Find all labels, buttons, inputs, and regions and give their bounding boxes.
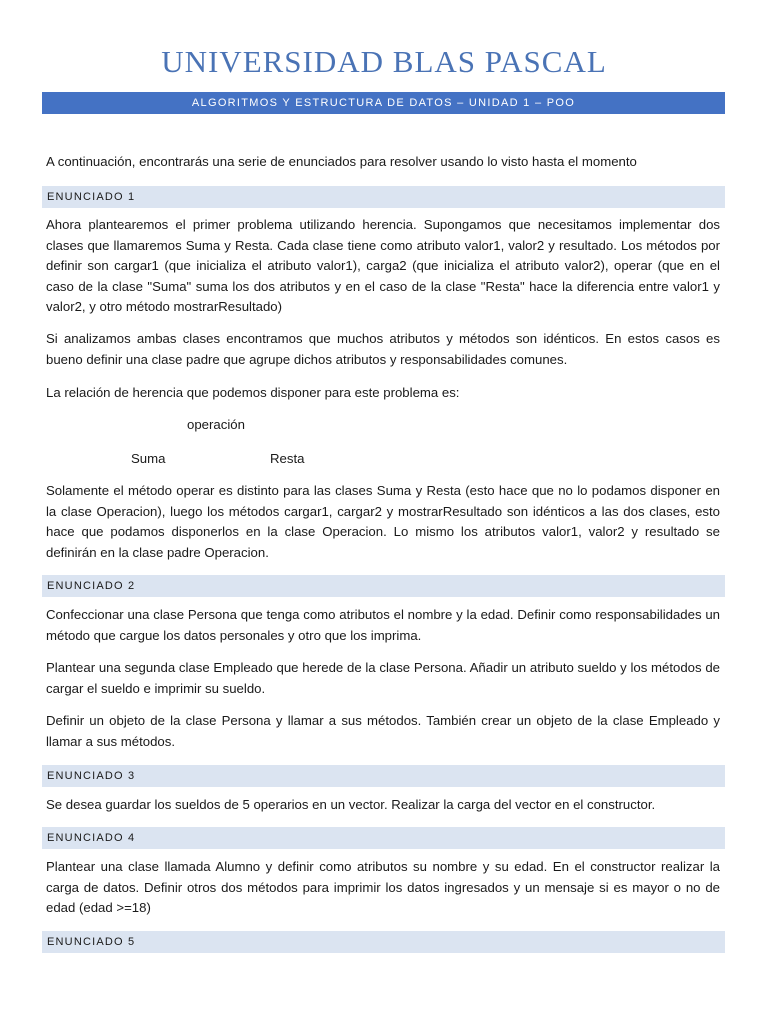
- enunciado-1-paragraph-4: Solamente el método operar es distinto para las clases Suma y Resta (esto hace que no lo podamos disponer en la clase Operacion), luego los métodos cargar1, cargar2 y mostrarResultado son idénticos a las dos clases, esto hace que podamos disponerlos en la clase Operacion. Lo mismo los atributos valor1, valor2 y resultado se definirán en la clase padre Operacion.: [46, 483, 720, 560]
- enunciado-1-paragraph-3: La relación de herencia que podemos disponer para este problema es:: [46, 385, 460, 400]
- course-banner: ALGORITMOS Y ESTRUCTURA DE DATOS – UNIDAD 1 – POO: [42, 92, 725, 114]
- section-header-enunciado-1: ENUNCIADO 1: [42, 186, 725, 208]
- diagram-child-class-suma: Suma: [131, 451, 166, 466]
- enunciado-2-paragraph-3: Definir un objeto de la clase Persona y llamar a sus métodos. También crear un objeto de la clase Empleado y llamar a sus métodos.: [46, 713, 720, 749]
- enunciado-2-paragraph-1: Confeccionar una clase Persona que tenga como atributos el nombre y la edad. Definir como responsabilidades un método que cargue los datos personales y otro que los imprima.: [46, 607, 720, 643]
- section-header-enunciado-5: ENUNCIADO 5: [42, 931, 725, 953]
- diagram-parent-class: operación: [187, 417, 245, 432]
- section-header-enunciado-4: ENUNCIADO 4: [42, 827, 725, 849]
- section-header-enunciado-2: ENUNCIADO 2: [42, 575, 725, 597]
- university-title: UNIVERSIDAD BLAS PASCAL: [161, 44, 607, 79]
- enunciado-3-paragraph-1: Se desea guardar los sueldos de 5 operarios en un vector. Realizar la carga del vector en el constructor.: [46, 797, 656, 812]
- enunciado-2-paragraph-2: Plantear una segunda clase Empleado que herede de la clase Persona. Añadir un atributo sueldo y los métodos de cargar el sueldo e imprimir su sueldo.: [46, 660, 720, 696]
- enunciado-4-paragraph-1: Plantear una clase llamada Alumno y definir como atributos su nombre y su edad. En el constructor realizar la carga de datos. Definir otros dos métodos para imprimir los datos ingresados y un mensaje si es mayor o no de edad (edad >=18): [46, 859, 720, 915]
- enunciado-1-paragraph-1: Ahora plantearemos el primer problema utilizando herencia. Supongamos que necesitamos implementar dos clases que llamaremos Suma y Resta. Cada clase tiene como atributo valor1, valor2 y resultado. Los métodos por definir son cargar1 (que inicializa el atributo valor1), carga2 (que inicializa el atributo valor2), operar (que en el caso de la clase "Suma" suma los dos atributos y en el caso de la clase "Resta" hace la diferencia entre valor1 y valor2, y otro método mostrarResultado): [46, 217, 720, 314]
- enunciado-1-paragraph-2: Si analizamos ambas clases encontramos que muchos atributos y métodos son idénticos. En estos casos es bueno definir una clase padre que agrupe dichos atributos y responsabilidades comunes.: [46, 331, 720, 367]
- diagram-child-class-resta: Resta: [270, 451, 305, 466]
- section-header-enunciado-3: ENUNCIADO 3: [42, 765, 725, 787]
- intro-text: A continuación, encontrarás una serie de enunciados para resolver usando lo visto hasta el momento: [46, 154, 637, 169]
